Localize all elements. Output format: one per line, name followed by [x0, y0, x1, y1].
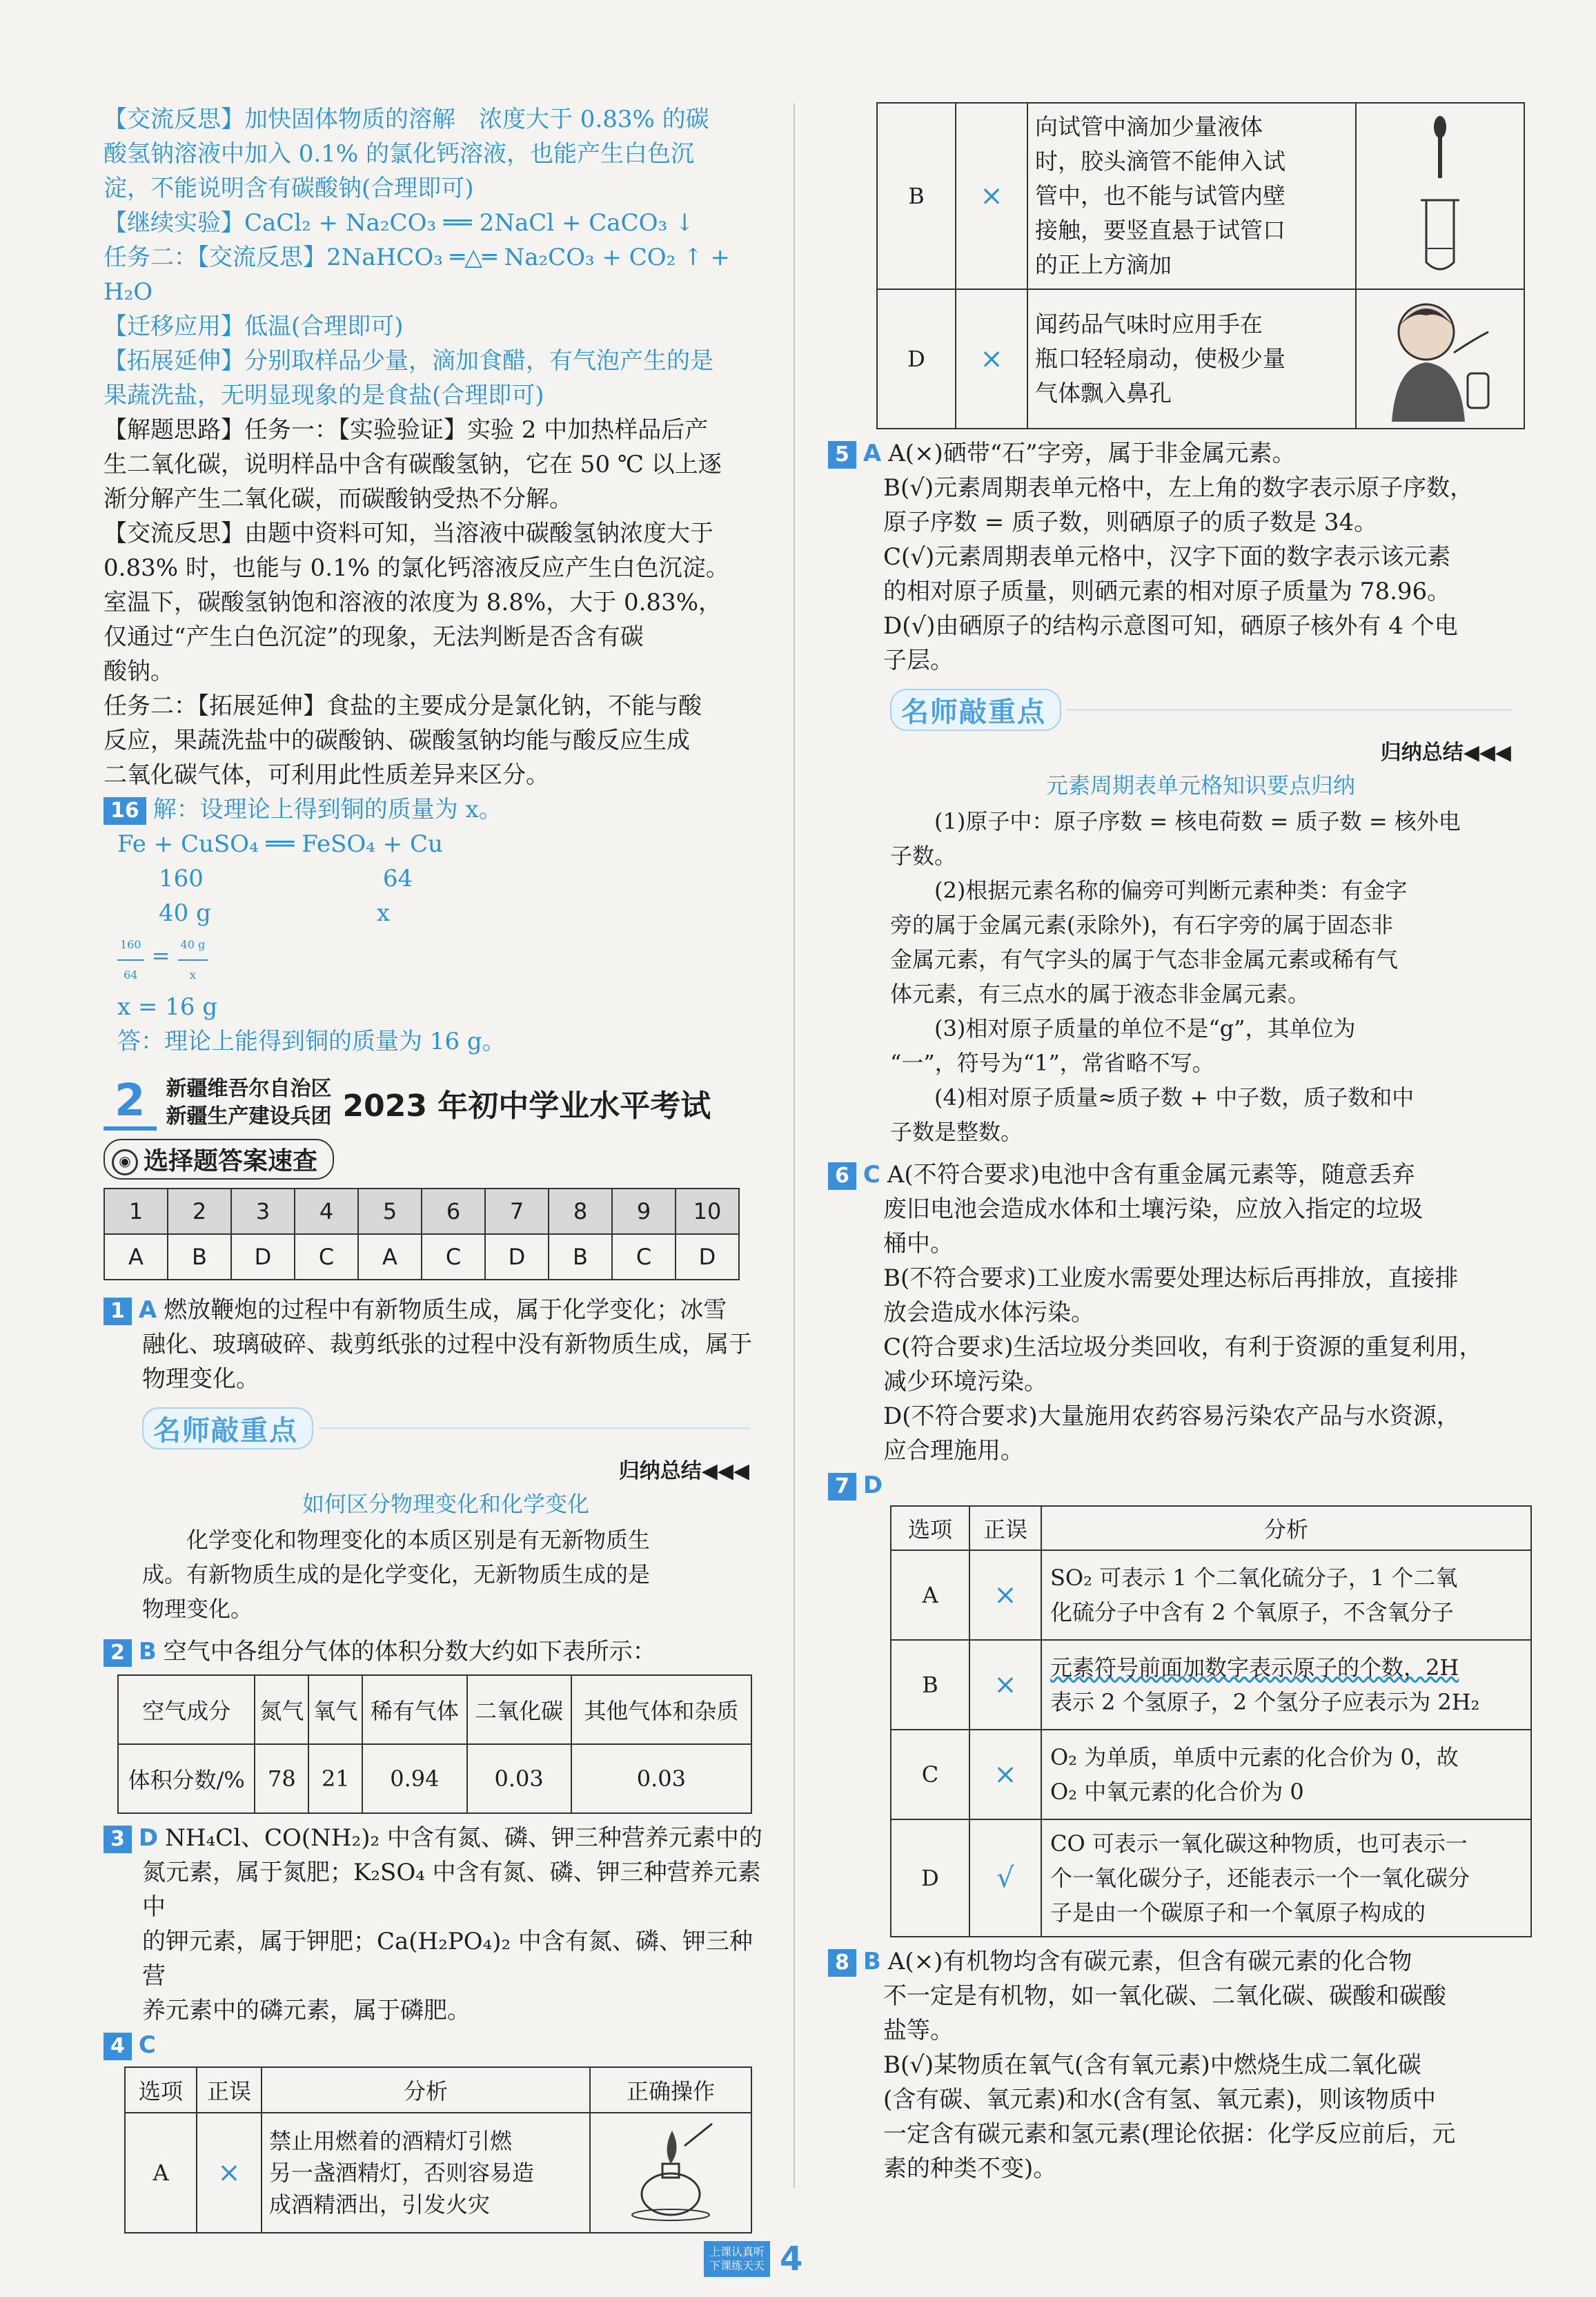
- text-line: 化学变化和物理变化的本质区别是有无新物质生: [142, 1527, 651, 1553]
- answer-number-cell: 4: [295, 1189, 358, 1234]
- table-header: 氧气: [308, 1675, 362, 1744]
- answer-key-cell: D: [485, 1234, 549, 1280]
- answer-key-cell: C: [422, 1234, 485, 1280]
- question-number: 1: [104, 1298, 132, 1325]
- left-column: [104, 102, 766, 2234]
- mass-value: x: [376, 899, 391, 927]
- tip-badge: 名师敲重点: [142, 1407, 313, 1449]
- answer-key: A: [138, 1296, 157, 1324]
- text-line: 【迁移应用】低温(合理即可): [104, 313, 404, 340]
- text-line: A(×)有机物均含有碳元素，但含有碳元素的化合物: [887, 1948, 1412, 1975]
- analysis-line: 元素符号前面加数字表示原子的个数，2H: [1050, 1654, 1459, 1681]
- exam-number: 2: [104, 1075, 157, 1131]
- text-line: 【继续实验】CaCl₂ + Na₂CO₃ ══ 2NaCl + CaCO₃ ↓: [104, 209, 695, 237]
- wrong-mark: ×: [969, 1550, 1041, 1640]
- answer-number-cell: 2: [168, 1189, 231, 1234]
- summary-tag: 归纳总结◀◀◀: [1380, 741, 1511, 765]
- wrong-mark: ×: [956, 103, 1027, 289]
- analysis-line: CO 可表示一氧化碳这种物质，也可表示一: [1050, 1830, 1468, 1857]
- question-number: 3: [104, 1826, 132, 1853]
- air-composition-table: [117, 1674, 752, 1814]
- option-cell: B: [877, 103, 956, 289]
- answer-key-cell: A: [358, 1234, 422, 1280]
- analysis-line: 化硫分子中含有 2 个氧原子，不含氧分子: [1050, 1599, 1454, 1625]
- quick-answer-label: 选择题答案速查: [144, 1147, 318, 1175]
- analysis-line: 成酒精洒出，引发火灾: [269, 2191, 491, 2218]
- wrong-mark: ×: [969, 1730, 1041, 1819]
- text-line: 废旧电池会造成水体和土壤污染，应放入指定的垃圾: [883, 1195, 1423, 1223]
- answer-key-cell: A: [104, 1234, 168, 1280]
- text-line: 减少环境污染。: [883, 1368, 1047, 1396]
- text-line: 生二氧化碳，说明样品中含有碳酸氢钠，它在 50 ℃ 以上逐: [104, 451, 722, 478]
- option-cell: A: [891, 1550, 969, 1640]
- analysis-line: SO₂ 可表示 1 个二氧化硫分子，1 个二氧: [1050, 1565, 1458, 1591]
- wrong-mark: ×: [969, 1640, 1041, 1730]
- answer-key-row: [104, 1234, 739, 1280]
- answer-key: C: [863, 1161, 880, 1189]
- question-1: [104, 1293, 766, 1396]
- text-line: D(不符合要求)大量施用农药容易污染农产品与水资源，: [883, 1402, 1460, 1430]
- slogan-line: 上课认真听: [709, 2245, 765, 2258]
- equation: Fe + CuSO₄ ══ FeSO₄ + Cu: [117, 830, 443, 858]
- text-line: 任务二：【拓展延伸】食盐的主要成分是氯化钠，不能与酸: [104, 692, 702, 720]
- target-icon: ◉: [112, 1149, 138, 1175]
- person-smelling-icon: [1371, 291, 1509, 422]
- region-line: 新疆维吾尔自治区: [166, 1077, 332, 1101]
- fraction: [117, 930, 144, 990]
- table-header: 选项: [891, 1506, 969, 1550]
- question-number: 4: [104, 2033, 132, 2060]
- answer-number-cell: 10: [676, 1189, 739, 1234]
- dropper-test-tube-icon: [1399, 110, 1481, 276]
- question-number: 5: [828, 441, 856, 469]
- analysis-line: 气体飘入鼻孔: [1035, 380, 1172, 407]
- text-line: A(不符合要求)电池中含有重金属元素等，随意丢弃: [887, 1161, 1415, 1189]
- page-number: 4: [780, 2240, 803, 2278]
- table-header: 稀有气体: [362, 1675, 466, 1744]
- text-line: (含有碳、氧元素)和水(含有氢、氧元素)，则该物质中: [883, 2086, 1437, 2113]
- tip-box: [142, 1407, 749, 1626]
- answer-key-cell: D: [231, 1234, 295, 1280]
- text-line: 原子序数 = 质子数，则硒原子的质子数是 34。: [883, 509, 1378, 536]
- text-line: 子数。: [890, 843, 957, 869]
- text-line: B(√)元素周期表单元格中，左上角的数字表示原子序数，: [883, 474, 1474, 502]
- answer-key-cell: B: [549, 1234, 612, 1280]
- text-line: 子层。: [883, 647, 954, 674]
- text-line: 的相对原子质量，则硒元素的相对原子质量为 78.96。: [883, 578, 1451, 605]
- option-cell: D: [891, 1819, 969, 1937]
- text-line: 一定含有碳元素和氢元素(理论依据：化学反应前后，元: [883, 2120, 1456, 2148]
- tip-title: 元素周期表单元格知识要点归纳: [1045, 772, 1355, 799]
- answer-key: B: [138, 1638, 157, 1665]
- text-line: 酸钠。: [104, 658, 174, 685]
- table-header: 空气成分: [118, 1675, 255, 1744]
- text-line: 反应，果蔬洗盐中的碳酸钠、碳酸氢钠均能与酸反应生成: [104, 727, 690, 754]
- question-3: [104, 1821, 766, 2028]
- question-8: [828, 1944, 1539, 2186]
- analysis-line: 表示 2 个氢原子，2 个氢分子应表示为 2H₂: [1050, 1689, 1480, 1715]
- question-number: 7: [828, 1473, 856, 1501]
- smelling-illustration: [1356, 289, 1524, 429]
- analysis-line: 瓶口轻轻扇动，使极少量: [1035, 345, 1285, 372]
- option-cell: B: [891, 1640, 969, 1730]
- text-line: 渐分解产生二氧化碳，而碳酸钠受热不分解。: [104, 485, 573, 513]
- question-2: [104, 1634, 766, 1814]
- question-number: 16: [104, 797, 146, 825]
- answer: 答：理论上能得到铜的质量为 16 g。: [117, 1028, 506, 1055]
- answer-key-cell: D: [676, 1234, 739, 1280]
- mass-value: 40 g: [159, 899, 211, 927]
- text-line: 的钾元素，属于钾肥；Ca(H₂PO₄)₂ 中含有氮、磷、钾三种营: [142, 1928, 753, 1990]
- text-line: 素的种类不变)。: [883, 2155, 1057, 2182]
- page-footer: [704, 2240, 802, 2278]
- table-cell: 0.03: [571, 1744, 751, 1813]
- exam-region: [166, 1075, 332, 1131]
- text-line: C(符合要求)生活垃圾分类回收，有利于资源的重复利用，: [883, 1333, 1483, 1361]
- text-line: 酸氢钠溶液中加入 0.1% 的氯化钙溶液，也能产生白色沉: [104, 140, 694, 168]
- analysis-table: [890, 1505, 1532, 1937]
- table-cell: 78: [255, 1744, 308, 1813]
- alcohol-lamp-icon: [622, 2118, 719, 2222]
- tip-badge: 名师敲重点: [890, 689, 1061, 731]
- answer-key: A: [863, 440, 882, 467]
- answer-key: B: [863, 1948, 881, 1975]
- alcohol-lamp-illustration: [590, 2113, 751, 2233]
- footer-slogan: [704, 2241, 770, 2277]
- table-cell: 0.94: [362, 1744, 466, 1813]
- answer-key: D: [863, 1472, 883, 1499]
- text-line: 子数是整数。: [890, 1119, 1023, 1145]
- question-number: 2: [104, 1639, 132, 1667]
- denominator: x: [189, 968, 196, 981]
- text-line: 成。有新物质生成的是化学变化，无新物质生成的是: [142, 1561, 651, 1587]
- mass-value: 160: [159, 865, 204, 892]
- analysis-line: 时，胶头滴管不能伸入试: [1035, 148, 1285, 175]
- denominator: 64: [124, 968, 138, 981]
- operation-table: [124, 2066, 752, 2234]
- text-line: 室温下，碳酸氢钠饱和溶液的浓度为 8.8%，大于 0.83%，: [104, 589, 722, 616]
- answer-number-cell: 8: [549, 1189, 612, 1234]
- mass-value: 64: [382, 865, 413, 892]
- table-header: 正误: [197, 2067, 262, 2113]
- analysis-line: 子是由一个碳原子和一个氧原子构成的: [1050, 1899, 1426, 1926]
- text-line: 旁的属于金属元素(汞除外)，有石字旁的属于固态非: [890, 912, 1393, 938]
- text-line: (4)相对原子质量≈质子数 + 中子数，质子数和中: [890, 1084, 1415, 1111]
- text-line: 淀，不能说明含有碳酸钠(合理即可): [104, 175, 474, 202]
- table-header: 分析: [1041, 1506, 1531, 1550]
- question-number: 8: [828, 1949, 856, 1977]
- question-6: [828, 1157, 1539, 1468]
- text-line: B(√)某物质在氧气(含有氧元素)中燃烧生成二氧化碳: [883, 2051, 1421, 2079]
- analysis-line: 管中，也不能与试管内壁: [1035, 182, 1285, 209]
- text-line: 物理变化。: [142, 1596, 253, 1622]
- tip-box: [890, 689, 1511, 1149]
- divider: [319, 1427, 749, 1429]
- text-line: 物理变化。: [142, 1365, 259, 1393]
- text-line: D(√)由硒原子的结构示意图可知，硒原子核外有 4 个电: [883, 612, 1458, 640]
- operation-table-continued: [876, 102, 1525, 429]
- answer-key: C: [138, 2031, 156, 2059]
- table-header: 选项: [125, 2067, 197, 2113]
- right-column: [828, 102, 1539, 2186]
- text-line: 空气中各组分气体的体积分数大约如下表所示：: [163, 1638, 656, 1665]
- text-line: 体元素，有三点水的属于液态非金属元素。: [890, 981, 1310, 1007]
- text-line: 仅通过“产生白色沉淀”的现象，无法判断是否含有碳: [104, 623, 644, 651]
- question-5: [828, 436, 1539, 678]
- text-line: 0.83% 时，也能与 0.1% 的氯化钙溶液反应产生白色沉淀。: [104, 554, 729, 582]
- region-line: 新疆生产建设兵团: [166, 1104, 332, 1128]
- text-line: 放会造成水体污染。: [883, 1299, 1094, 1327]
- analysis-line: 禁止用燃着的酒精灯引燃: [269, 2128, 513, 2154]
- table-header: 氮气: [255, 1675, 308, 1744]
- text-line: 养元素中的磷元素，属于磷肥。: [142, 1997, 471, 2024]
- option-cell: C: [891, 1730, 969, 1819]
- analysis-line: 向试管中滴加少量液体: [1035, 113, 1263, 140]
- text-line: 果蔬洗盐，无明显现象的是食盐(合理即可): [104, 382, 544, 409]
- text-line: 金属元素，有气字头的属于气态非金属元素或稀有气: [890, 946, 1399, 972]
- numerator: 160: [117, 930, 144, 961]
- text-line: C(√)元素周期表单元格中，汉字下面的数字表示该元素: [883, 543, 1451, 571]
- text-line: 二氧化碳气体，可利用此性质差异来区分。: [104, 761, 549, 789]
- text-line: 盐等。: [883, 2017, 954, 2044]
- text-line: 燃放鞭炮的过程中有新物质生成，属于化学变化；冰雪: [164, 1296, 727, 1324]
- text-line: 【交流反思】加快固体物质的溶解 浓度大于 0.83% 的碳: [104, 106, 709, 133]
- wrong-mark: ×: [956, 289, 1027, 429]
- table-header: 其他气体和杂质: [571, 1675, 751, 1744]
- text-line: 【交流反思】由题中资料可知，当溶液中碳酸氢钠浓度大于: [104, 520, 713, 547]
- analysis-line: O₂ 中氧元素的化合价为 0: [1050, 1779, 1304, 1805]
- question-16: [104, 792, 766, 1059]
- answer-number-cell: 6: [422, 1189, 485, 1234]
- analysis-line: O₂ 为单质，单质中元素的化合价为 0，故: [1050, 1744, 1459, 1770]
- numerator: 40 g: [178, 930, 208, 961]
- wrong-mark: ×: [197, 2113, 262, 2233]
- text-line: (1)原子中：原子序数 = 核电荷数 = 质子数 = 核外电: [890, 808, 1461, 834]
- table-cell: 21: [308, 1744, 362, 1813]
- slogan-line: 下课练天天: [709, 2259, 765, 2272]
- text-line: A(×)硒带“石”字旁，属于非金属元素。: [888, 440, 1296, 467]
- table-cell: 体积分数/%: [118, 1744, 255, 1813]
- column-divider: [794, 104, 795, 2188]
- table-header: 正误: [969, 1506, 1041, 1550]
- table-cell: 0.03: [467, 1744, 571, 1813]
- answer-number-cell: 1: [104, 1189, 168, 1234]
- text-line: 氮元素，属于氮肥；K₂SO₄ 中含有氮、磷、钾三种营养元素中: [142, 1859, 761, 1921]
- answer-number-cell: 7: [485, 1189, 549, 1234]
- fraction: [178, 930, 208, 990]
- answer-number-row: [104, 1189, 739, 1234]
- text-line: 融化、玻璃破碎、裁剪纸张的过程中没有新物质生成，属于: [142, 1331, 752, 1358]
- option-cell: D: [877, 289, 956, 429]
- question-7: [828, 1468, 1539, 1937]
- answer-number-cell: 9: [612, 1189, 676, 1234]
- table-header: 二氧化碳: [467, 1675, 571, 1744]
- analysis-line: 闻药品气味时应用手在: [1035, 311, 1263, 338]
- tip-title: 如何区分物理变化和化学变化: [302, 1491, 589, 1517]
- divider: [1067, 709, 1511, 711]
- proportion: [104, 930, 766, 990]
- text-line: 任务二：【交流反思】2NaHCO₃ ═△═ Na₂CO₃ + CO₂ ↑ + H₂O: [104, 244, 730, 306]
- result: x = 16 g: [117, 993, 218, 1021]
- quick-answer-title: [104, 1139, 334, 1180]
- summary-tag: 归纳总结◀◀◀: [618, 1459, 749, 1483]
- analysis-line: 接触，要竖直悬于试管口: [1035, 217, 1285, 244]
- text-line: 【解题思路】任务一：【实验验证】实验 2 中加热样品后产: [104, 416, 709, 444]
- answer-number-cell: 3: [231, 1189, 295, 1234]
- exam-title: 2023 年初中学业水平考试: [342, 1088, 711, 1124]
- analysis-line: 的正上方滴加: [1035, 251, 1172, 278]
- text-line: “一”，符号为“1”，常省略不写。: [890, 1050, 1214, 1076]
- table-header: 分析: [262, 2067, 590, 2113]
- text-line: (3)相对原子质量的单位不是“g”，其单位为: [890, 1015, 1356, 1042]
- text-line: 【拓展延伸】分别取样品少量，滴加食醋，有气泡产生的是: [104, 347, 713, 375]
- option-cell: A: [125, 2113, 197, 2233]
- answer-key-cell: C: [295, 1234, 358, 1280]
- dropper-illustration: [1356, 103, 1524, 289]
- text-line: (2)根据元素名称的偏旁可判断元素种类：有金字: [890, 877, 1408, 903]
- question-number: 6: [828, 1162, 856, 1190]
- answer-key-cell: C: [612, 1234, 676, 1280]
- answer-key-cell: B: [168, 1234, 231, 1280]
- analysis-line: 另一盏酒精灯，否则容易造: [269, 2160, 535, 2186]
- question-4: [104, 2028, 766, 2234]
- text-line: 应合理施用。: [883, 1437, 1024, 1465]
- correct-mark: √: [969, 1819, 1041, 1937]
- exam-header: [104, 1075, 766, 1131]
- answer-number-cell: 5: [358, 1189, 422, 1234]
- text-line: 解：设理论上得到铜的质量为 x。: [152, 796, 502, 823]
- text-line: 桶中。: [883, 1230, 954, 1258]
- text-line: 不一定是有机物，如一氧化碳、二氧化碳、碳酸和碳酸: [883, 1982, 1446, 2010]
- text-line: NH₄Cl、CO(NH₂)₂ 中含有氮、磷、钾三种营养元素中的: [165, 1824, 762, 1852]
- analysis-line: 个一氧化碳分子，还能表示一个一氧化碳分: [1050, 1865, 1470, 1891]
- answer-key: D: [138, 1824, 159, 1852]
- table-header: 正确操作: [590, 2067, 751, 2113]
- answer-table: [104, 1188, 740, 1280]
- equals-sign: =: [151, 942, 170, 969]
- text-line: B(不符合要求)工业废水需要处理达标后再排放，直接排: [883, 1264, 1459, 1292]
